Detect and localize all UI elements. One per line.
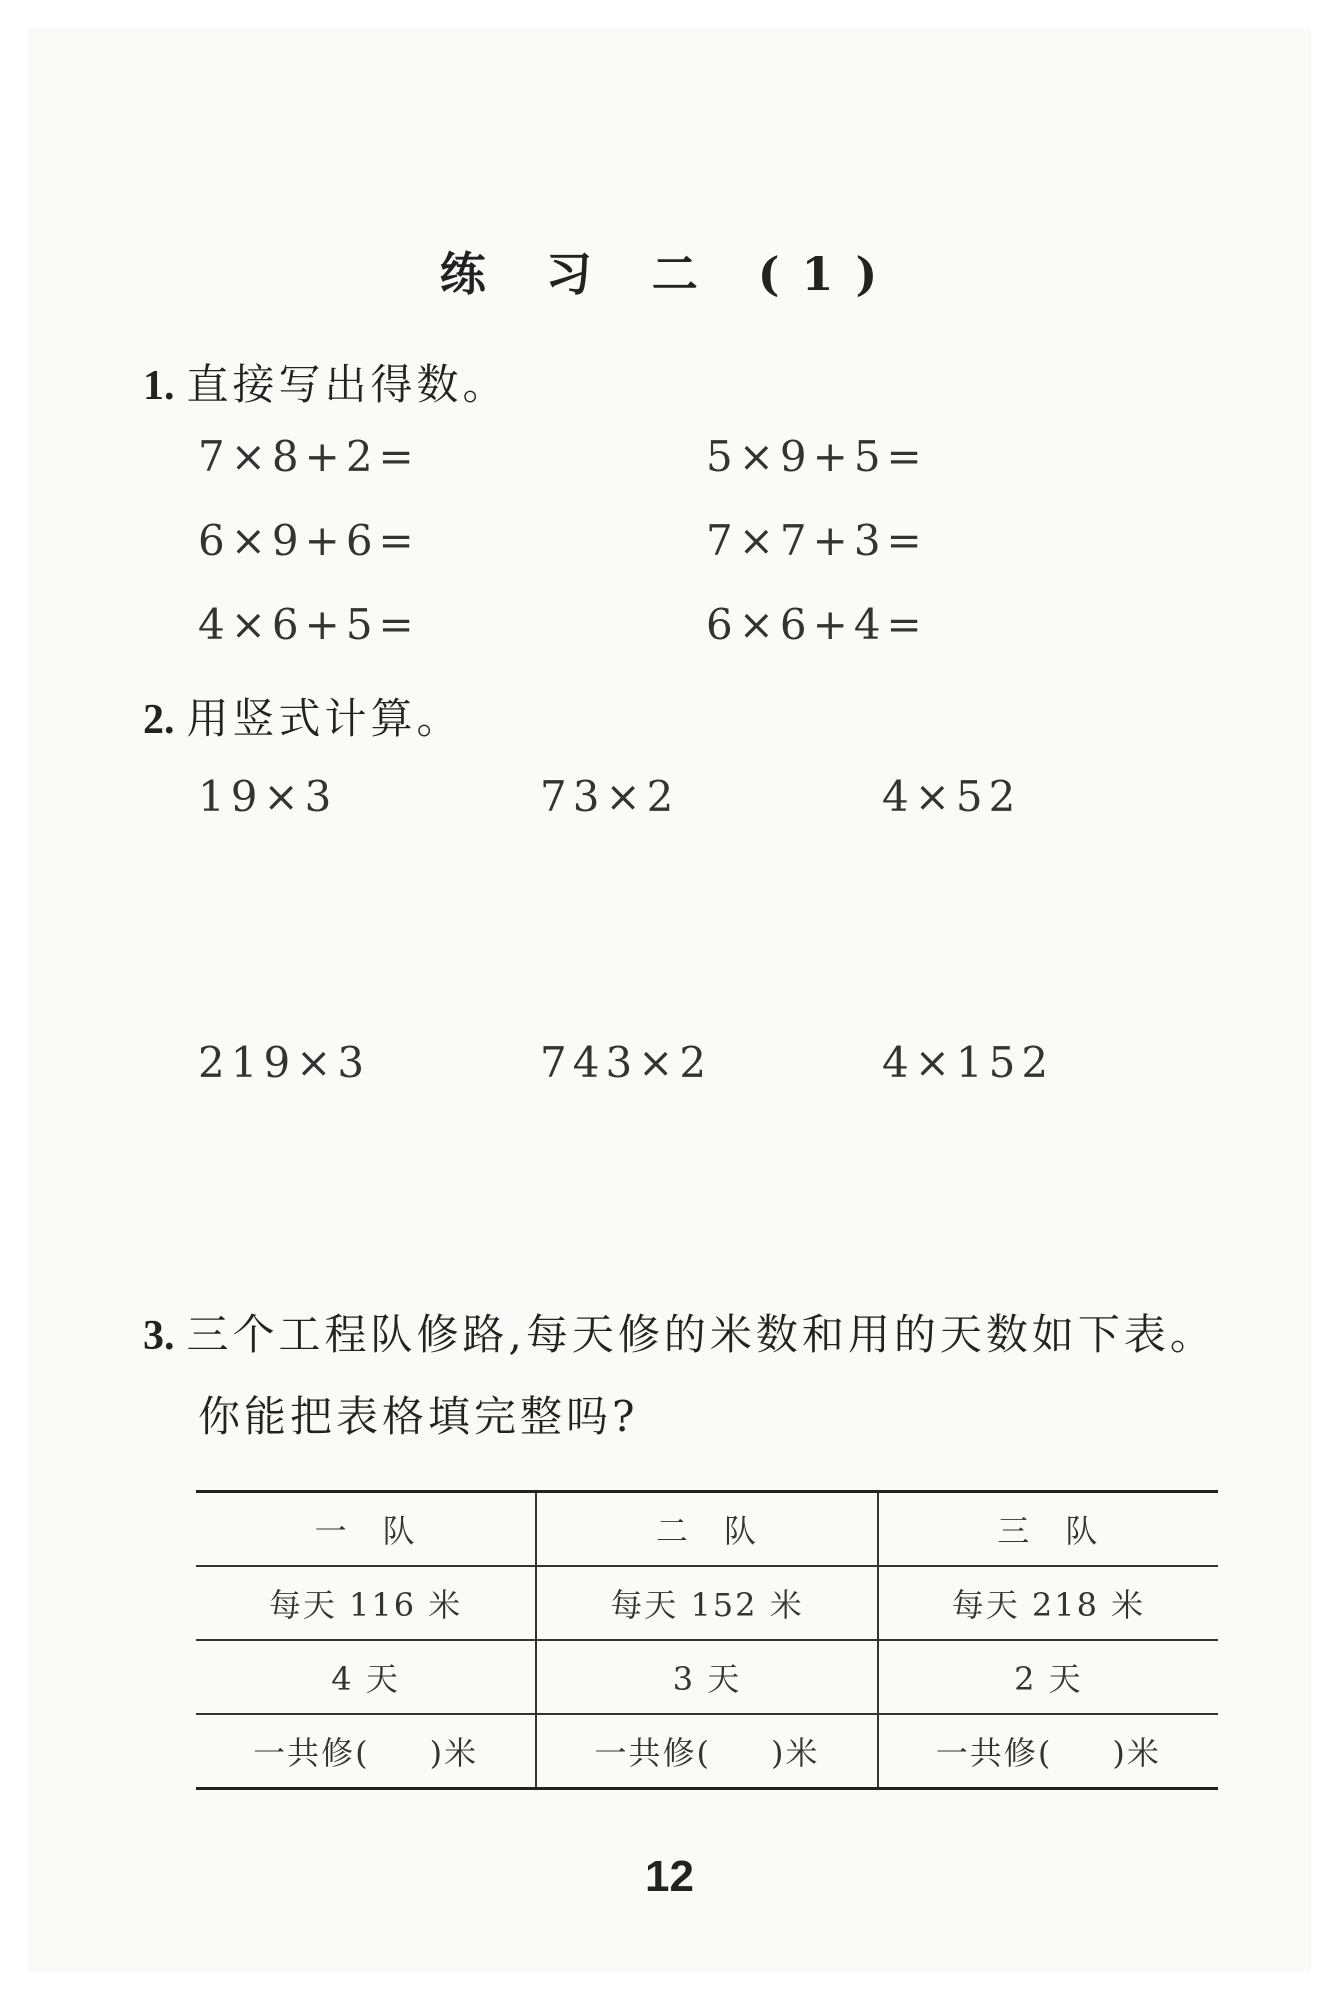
q2-expr-2: 73×2 — [540, 772, 680, 821]
page-number: 12 — [645, 1852, 694, 1901]
total-prefix: 一共修( — [253, 1734, 370, 1772]
road-work-table — [196, 1490, 1218, 1790]
q2-expr-6: 4×152 — [882, 1038, 1055, 1087]
table-cell-team-1: 一 队 — [196, 1492, 536, 1567]
question-3 — [143, 1302, 1216, 1362]
q1-expr-5: 4×6+5= — [198, 600, 420, 649]
table-cell-total-2 — [536, 1714, 878, 1789]
table-cell-per-day-1: 每天 116 米 — [196, 1566, 536, 1640]
question-2-prompt: 用竖式计算。 — [186, 694, 463, 743]
table-row-days — [196, 1640, 1218, 1714]
page-title: 练 习 二 (1) — [439, 247, 900, 301]
table-cell-per-day-3: 每天 218 米 — [878, 1566, 1218, 1640]
table-row-headers — [196, 1492, 1218, 1567]
table-cell-team-2: 二 队 — [536, 1492, 878, 1567]
question-3-number: 3. — [143, 1313, 175, 1359]
q1-expr-3: 6×9+6= — [198, 516, 420, 565]
table-cell-total-1 — [196, 1714, 536, 1789]
table-cell-team-3: 三 队 — [878, 1492, 1218, 1567]
question-1 — [143, 352, 509, 412]
question-3-line-2: 你能把表格填完整吗? — [198, 1392, 639, 1441]
total-suffix: )米 — [770, 1734, 820, 1772]
q2-expr-5: 743×2 — [540, 1038, 713, 1087]
question-2-number: 2. — [143, 697, 175, 743]
table-cell-total-3 — [878, 1714, 1218, 1789]
total-prefix: 一共修( — [594, 1734, 711, 1772]
total-suffix: )米 — [429, 1734, 479, 1772]
total-suffix: )米 — [1112, 1734, 1161, 1772]
table-cell-per-day-2: 每天 152 米 — [536, 1566, 878, 1640]
q1-expr-1: 7×8+2= — [198, 432, 420, 481]
total-prefix: 一共修( — [935, 1734, 1053, 1772]
q1-expr-2: 5×9+5= — [706, 432, 928, 481]
q1-expr-4: 7×7+3= — [706, 516, 928, 565]
table-cell-days-3: 2 天 — [878, 1640, 1218, 1714]
q1-expr-6: 6×6+4= — [706, 600, 928, 649]
q2-expr-3: 4×52 — [882, 772, 1022, 821]
question-1-number: 1. — [143, 363, 175, 409]
table-cell-days-1: 4 天 — [196, 1640, 536, 1714]
question-3-line-1: 三个工程队修路,每天修的米数和用的天数如下表。 — [186, 1310, 1216, 1359]
question-2 — [143, 686, 463, 746]
table-row-totals — [196, 1714, 1218, 1789]
table-row-per-day — [196, 1566, 1218, 1640]
q2-expr-1: 19×3 — [198, 772, 338, 821]
q2-expr-4: 219×3 — [198, 1038, 371, 1087]
table-cell-days-2: 3 天 — [536, 1640, 878, 1714]
question-1-prompt: 直接写出得数。 — [186, 360, 509, 409]
